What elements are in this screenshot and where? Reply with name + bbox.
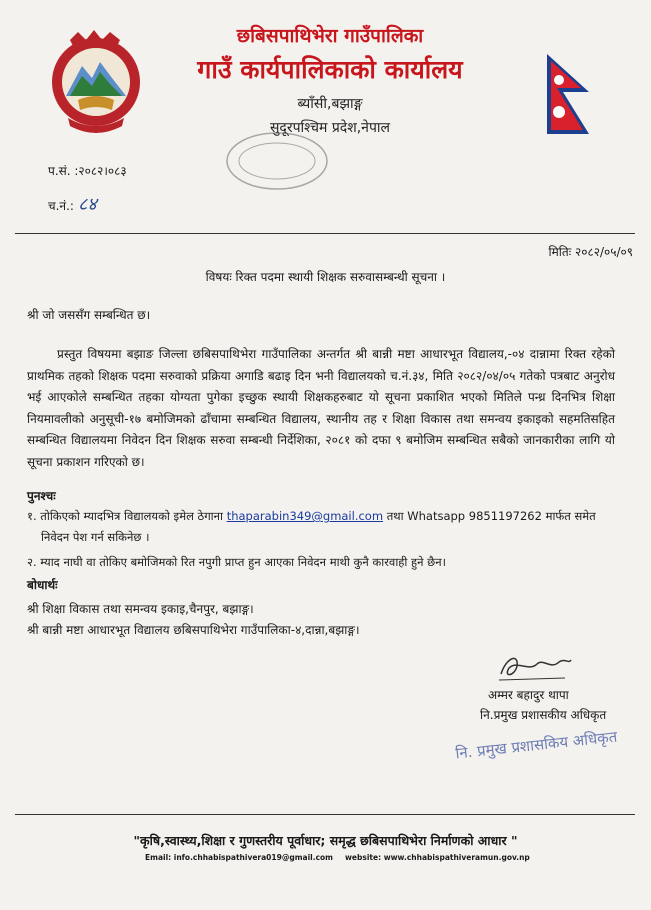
header-divider bbox=[15, 233, 635, 234]
office-address: ब्याँसी,बझाङ्ग bbox=[297, 96, 363, 112]
municipality-name: छबिसपाथिभेरा गाउँपालिका bbox=[236, 25, 424, 47]
chalani-number bbox=[48, 192, 97, 216]
punashcha-item-1-line2: निवेदन पेश गर्न सकिनेछ । bbox=[41, 530, 150, 544]
chalani-value: ८४ bbox=[77, 194, 97, 215]
footer-motto: "कृषि,स्वास्थ्य,शिक्षा र गुणस्तरीय पूर्वाधार; समृद्ध छबिसपाथिभेरा निर्माणको आधार " bbox=[133, 833, 518, 848]
bodhartha-item: श्री शिक्षा विकास तथा समन्वय इकाइ,चैनपुर, बझाङ्ग। bbox=[27, 602, 254, 616]
nepal-flag-icon bbox=[545, 52, 591, 136]
signatory-post: नि.प्रमुख प्रशासकीय अधिकृत bbox=[480, 708, 607, 722]
designation-stamp: नि. प्रमुख प्रशासकिय अधिकृत bbox=[454, 727, 619, 763]
patra-sankhya: प.सं. :२०८२।०८३ bbox=[48, 164, 127, 178]
footer-email: Email: info.chhabispathivera019@gmail.com bbox=[145, 853, 333, 862]
school-email-link[interactable]: thaparabin349@gmail.com bbox=[226, 509, 384, 523]
chalani-label: च.नं.: bbox=[48, 199, 74, 213]
province-country: सुदूरपश्चिम प्रदेश,नेपाल bbox=[269, 120, 391, 136]
bodhartha-heading: बोधार्थः bbox=[27, 578, 58, 592]
bodhartha-item: श्री बान्नी मष्टा आधारभूत विद्यालय छबिसपाथिभेरा गाउँपालिका-४,दान्ना,बझाङ्ग। bbox=[27, 623, 360, 637]
footer-divider bbox=[15, 814, 635, 815]
punashcha-item-1 bbox=[27, 506, 627, 548]
nepal-emblem-icon bbox=[48, 26, 144, 138]
letter-date: मितिः २०८२/०५/०९ bbox=[548, 245, 633, 259]
punashcha-heading: पुनश्चः bbox=[27, 489, 56, 503]
signatory-name: अम्मर बहादुर थापा bbox=[488, 688, 569, 702]
footer-website: website: www.chhabispathiveramun.gov.np bbox=[345, 853, 530, 862]
office-stamp-icon bbox=[222, 128, 332, 194]
notice-body: प्रस्तुत विषयमा बझाङ जिल्ला छबिसपाथिभेरा गाउँपालिका अन्तर्गत श्री बान्नी मष्टा आधारभूत विद्यालय,-०४ दान्नामा रिक्त रहेको प्राथमिक तहको शिक्षक पदमा सरुवाको प्रक्रिया अगाडि बढाइ दिन भनी विद्यालयको च.नं.३४, मिति २०८२/०४/०५ गतेको पत्रबाट अनुरोध भई आएकोले सम्बन्धित तहका योग्यता पुगेका इच्छुक स्थायी शिक्षकहरुबाट यो सूचना प्रकाशित भएको मितिले पन्ध्र दिनभित्र शिक्षा नियमावलीको अनुसूची-१७ बमोजिमको ढाँचामा सम्बन्धित विद्यालय, स्थानीय तह र शिक्षा विकास तथा समन्वय इकाइको सहमतिसहित सम्बन्धित विद्यालयमा निवेदन दिन शिक्षक सरुवा सम्बन्धी निर्देशिका, २०८१ को दफा ९ बमोजिम सम्बन्धित सबैको जानकारीका लागि यो सूचना प्रकाशन गरिएको छ। bbox=[27, 347, 615, 469]
signature-icon bbox=[495, 650, 575, 684]
punashcha-item-2: २. म्याद नाघी वा तोकिए बमोजिमको रित नपुगी प्राप्त हुन आएका निवेदन माथी कुनै कारवाही हुने छैन। bbox=[27, 555, 446, 569]
punashcha-item-1-whatsapp: तथा Whatsapp 9851197262 मार्फत समेत bbox=[383, 509, 596, 523]
salutation: श्री जो जससँग सम्बन्धित छ। bbox=[27, 308, 151, 322]
punashcha-item-1-text: १. तोकिएको म्यादभित्र विद्यालयको इमेल ठेगाना bbox=[27, 509, 227, 523]
letter-subject: विषयः रिक्त पदमा स्थायी शिक्षक सरुवासम्बन्धी सूचना । bbox=[205, 270, 446, 284]
office-name: गाउँ कार्यपालिकाको कार्यालय bbox=[197, 55, 463, 84]
